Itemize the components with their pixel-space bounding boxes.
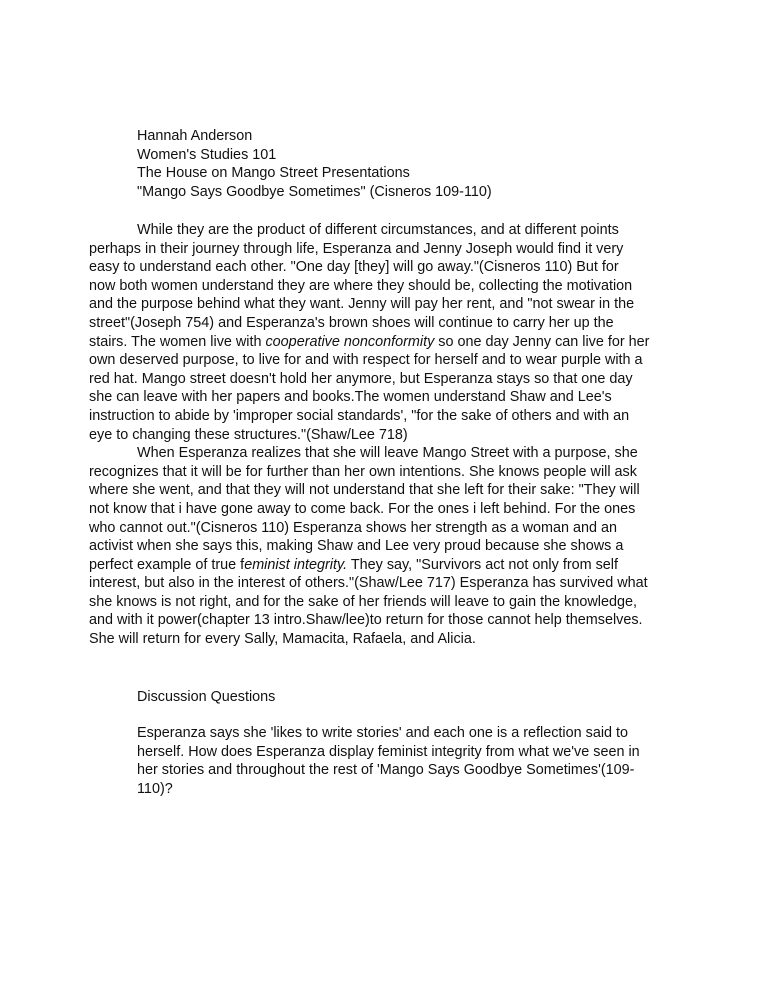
essay-text: street"(Joseph 754) and Esperanza's brown shoes will continue to carry her up the — [89, 314, 614, 331]
essay-line — [89, 295, 683, 314]
essay-text: she knows is not right, and for the sake of her friends will leave to gain the knowledge, — [89, 593, 637, 610]
essay-text: own deserved purpose, to live for and with respect for herself and to wear purple with a — [89, 352, 643, 369]
discussion-title: Discussion Questions — [137, 689, 276, 705]
essay-text: not know that i have gone away to come back. For the ones i left behind. For the ones — [89, 500, 636, 517]
essay-text: now both women understand they are where they should be, collecting the motivation — [89, 277, 633, 294]
author-name: Hannah Anderson — [137, 128, 253, 144]
essay-text: activist when she says this, making Shaw and Lee very proud because she shows a — [89, 538, 624, 555]
essay-line — [89, 388, 683, 407]
discussion-line: Esperanza says she 'likes to write stories' and each one is a reflection said to — [137, 725, 629, 741]
essay-line — [89, 463, 683, 482]
essay-text: and the purpose behind what they want. Jenny will pay her rent, and "not swear in the — [89, 296, 635, 313]
essay-text: easy to understand each other. "One day [they] will go away."(Cisneros 110) But for — [89, 259, 619, 276]
essay-line — [89, 444, 683, 463]
essay-line — [89, 240, 683, 259]
essay-emphasis: cooperative nonconformity — [265, 333, 435, 350]
essay-text: perfect example of true f — [89, 556, 245, 573]
chapter-title: "Mango Says Goodbye Sometimes" (Cisneros 109-110) — [137, 183, 492, 200]
essay-line — [89, 630, 683, 649]
essay-text: and with it power(chapter 13 intro.Shaw/lee)to return for those cannot help themselves. — [89, 612, 643, 629]
essay-text: stairs. The women live with — [89, 333, 266, 350]
essay-line — [89, 426, 683, 445]
essay-text: They say, "Survivors act not only from self — [347, 556, 618, 573]
essay-line — [89, 500, 683, 519]
essay-line — [89, 277, 683, 296]
essay-line — [89, 221, 683, 240]
essay-body — [89, 221, 683, 649]
essay-emphasis: eminist integrity. — [244, 556, 348, 573]
discussion-line: herself. How does Esperanza display feminist integrity from what we've seen in — [137, 743, 640, 760]
essay-text: so one day Jenny can live for her — [434, 333, 650, 350]
essay-line — [89, 593, 683, 612]
essay-text: where she went, and that they will not understand that she left for their sake: "They will — [89, 482, 640, 499]
essay-text: While they are the product of different circumstances, and at different points — [137, 222, 619, 238]
essay-text: interest, but also in the interest of others."(Shaw/Lee 717) Esperanza has survived what — [89, 575, 648, 592]
document-header — [137, 127, 492, 201]
course-name: Women's Studies 101 — [137, 146, 277, 163]
essay-line — [89, 574, 683, 593]
essay-line — [89, 314, 683, 333]
essay-text: When Esperanza realizes that she will leave Mango Street with a purpose, she — [137, 445, 638, 462]
essay-line — [89, 351, 683, 370]
essay-line — [89, 370, 683, 389]
essay-line — [89, 537, 683, 556]
essay-line — [89, 519, 683, 538]
essay-line — [89, 611, 683, 630]
essay-text: instruction to abide by 'improper social standards', "for the sake of others and with an — [89, 407, 630, 424]
essay-line — [89, 333, 683, 352]
discussion-question — [137, 724, 677, 798]
essay-line — [89, 407, 683, 426]
discussion-line: 110)? — [137, 780, 173, 797]
essay-text: who cannot out."(Cisneros 110) Esperanza shows her strength as a woman and an — [89, 519, 617, 536]
essay-text: She will return for every Sally, Mamacita, Rafaela, and Alicia. — [89, 631, 476, 648]
essay-text: perhaps in their journey through life, Esperanza and Jenny Joseph would find it very — [89, 240, 624, 257]
presentation-title: The House on Mango Street Presentations — [137, 165, 410, 182]
essay-line — [89, 258, 683, 277]
essay-line — [89, 556, 683, 575]
discussion-line: her stories and throughout the rest of 'Mango Says Goodbye Sometimes'(109- — [137, 762, 635, 779]
essay-line — [89, 481, 683, 500]
essay-text: she can leave with her papers and books.The women understand Shaw and Lee's — [89, 389, 612, 406]
essay-text: eye to changing these structures."(Shaw/Lee 718) — [89, 426, 408, 443]
essay-text: red hat. Mango street doesn't hold her anymore, but Esperanza stays so that one day — [89, 370, 633, 387]
essay-text: recognizes that it will be for further than her own intentions. She knows people will ask — [89, 463, 637, 480]
